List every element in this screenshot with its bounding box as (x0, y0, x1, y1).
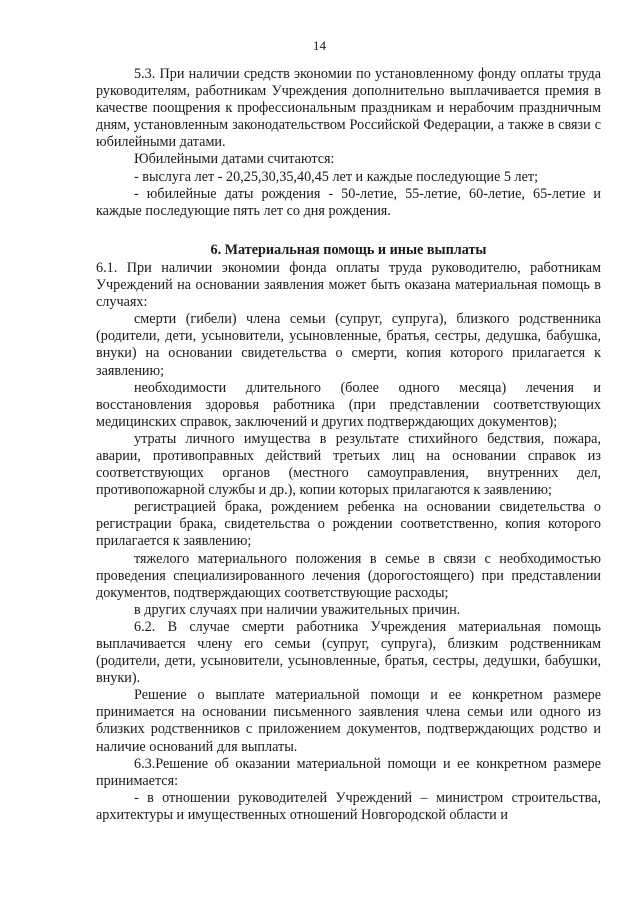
paragraph-6-3: 6.3.Решение об оказании материальной помощи и ее конкретном размере принимается: (96, 755, 601, 789)
paragraph-6-3-heads: - в отношении руководителей Учреждений – министром строительства, архитектуры и имущественных отношений Новгородской области и (96, 789, 601, 823)
case-death: смерти (гибели) члена семьи (супруг, супруга), близкого родственника (родители, дети, усыновители, усыновленные, братья, сестры, дедушка, бабушка, внуки) на основании свидетельства о смерти, копия которого прилагается к заявлению; (96, 311, 601, 379)
case-marriage-birth: регистрацией брака, рождением ребенка на основании свидетельства о регистрации брака, свидетельства о рождении соответственно, копия которого прилагается к заявлению; (96, 499, 601, 550)
case-other: в других случаях при наличии уважительных причин. (134, 601, 461, 618)
jubilee-dates-intro: Юбилейными датами считаются: (134, 151, 335, 168)
paragraph-6-2: 6.2. В случае смерти работника Учреждения материальная помощь выплачивается члену его семьи (супруг, супруга), близким родственникам (родители, дети, усыновители, усыновленные, братья, сестры, дедушки, бабушки, внуки). (96, 618, 601, 687)
case-property-loss: утраты личного имущества в результате стихийного бедствия, пожара, аварии, противоправных действий третьих лиц на основании справок из соответствующих органов (местного самоуправления, внутренних дел, противопожарной службы и др.), копии которых прилагаются к заявлению; (96, 430, 601, 499)
jubilee-service-years: - выслуга лет - 20,25,30,35,40,45 лет и каждые последующие 5 лет; (134, 168, 539, 185)
case-treatment: необходимости длительного (более одного месяца) лечения и восстановления здоровья работника (при представлении соответствующих медицинских справок, заключений и других подтверждающих документов); (96, 379, 601, 430)
paragraph-5-3: 5.3. При наличии средств экономии по установленному фонду оплаты труда руководителям, работникам Учреждения дополнительно выплачивается премия в качестве поощрения к профессиональным праздникам и нерабочим праздничным дням, установленным законодательством Российской Федерации, а также в связи с юбилейными датами. (96, 66, 601, 151)
jubilee-birthdays: - юбилейные даты рождения - 50-летие, 55-летие, 60-летие, 65-летие и каждые последующие пять лет со дня рождения. (96, 185, 601, 219)
case-financial-hardship: тяжелого материального положения в семье в связи с необходимостью проведения специализированного лечения (дорогостоящего) при представлении документов, подтверждающих соответствующие расходы; (96, 550, 601, 601)
section-6-heading: 6. Материальная помощь и иные выплаты (210, 241, 487, 258)
page-number: 14 (313, 38, 326, 53)
paragraph-6-2-decision: Решение о выплате материальной помощи и ее конкретном размере принимается на основании письменного заявления члена семьи или одного из близких родственников с приложением документов, подтверждающих родство и наличие оснований для выплаты. (96, 687, 601, 755)
document-body (96, 66, 601, 824)
paragraph-6-1: 6.1. При наличии экономии фонда оплаты труда руководителю, работникам Учреждений на основании заявления может быть оказана материальная помощь в случаях: (96, 259, 601, 311)
